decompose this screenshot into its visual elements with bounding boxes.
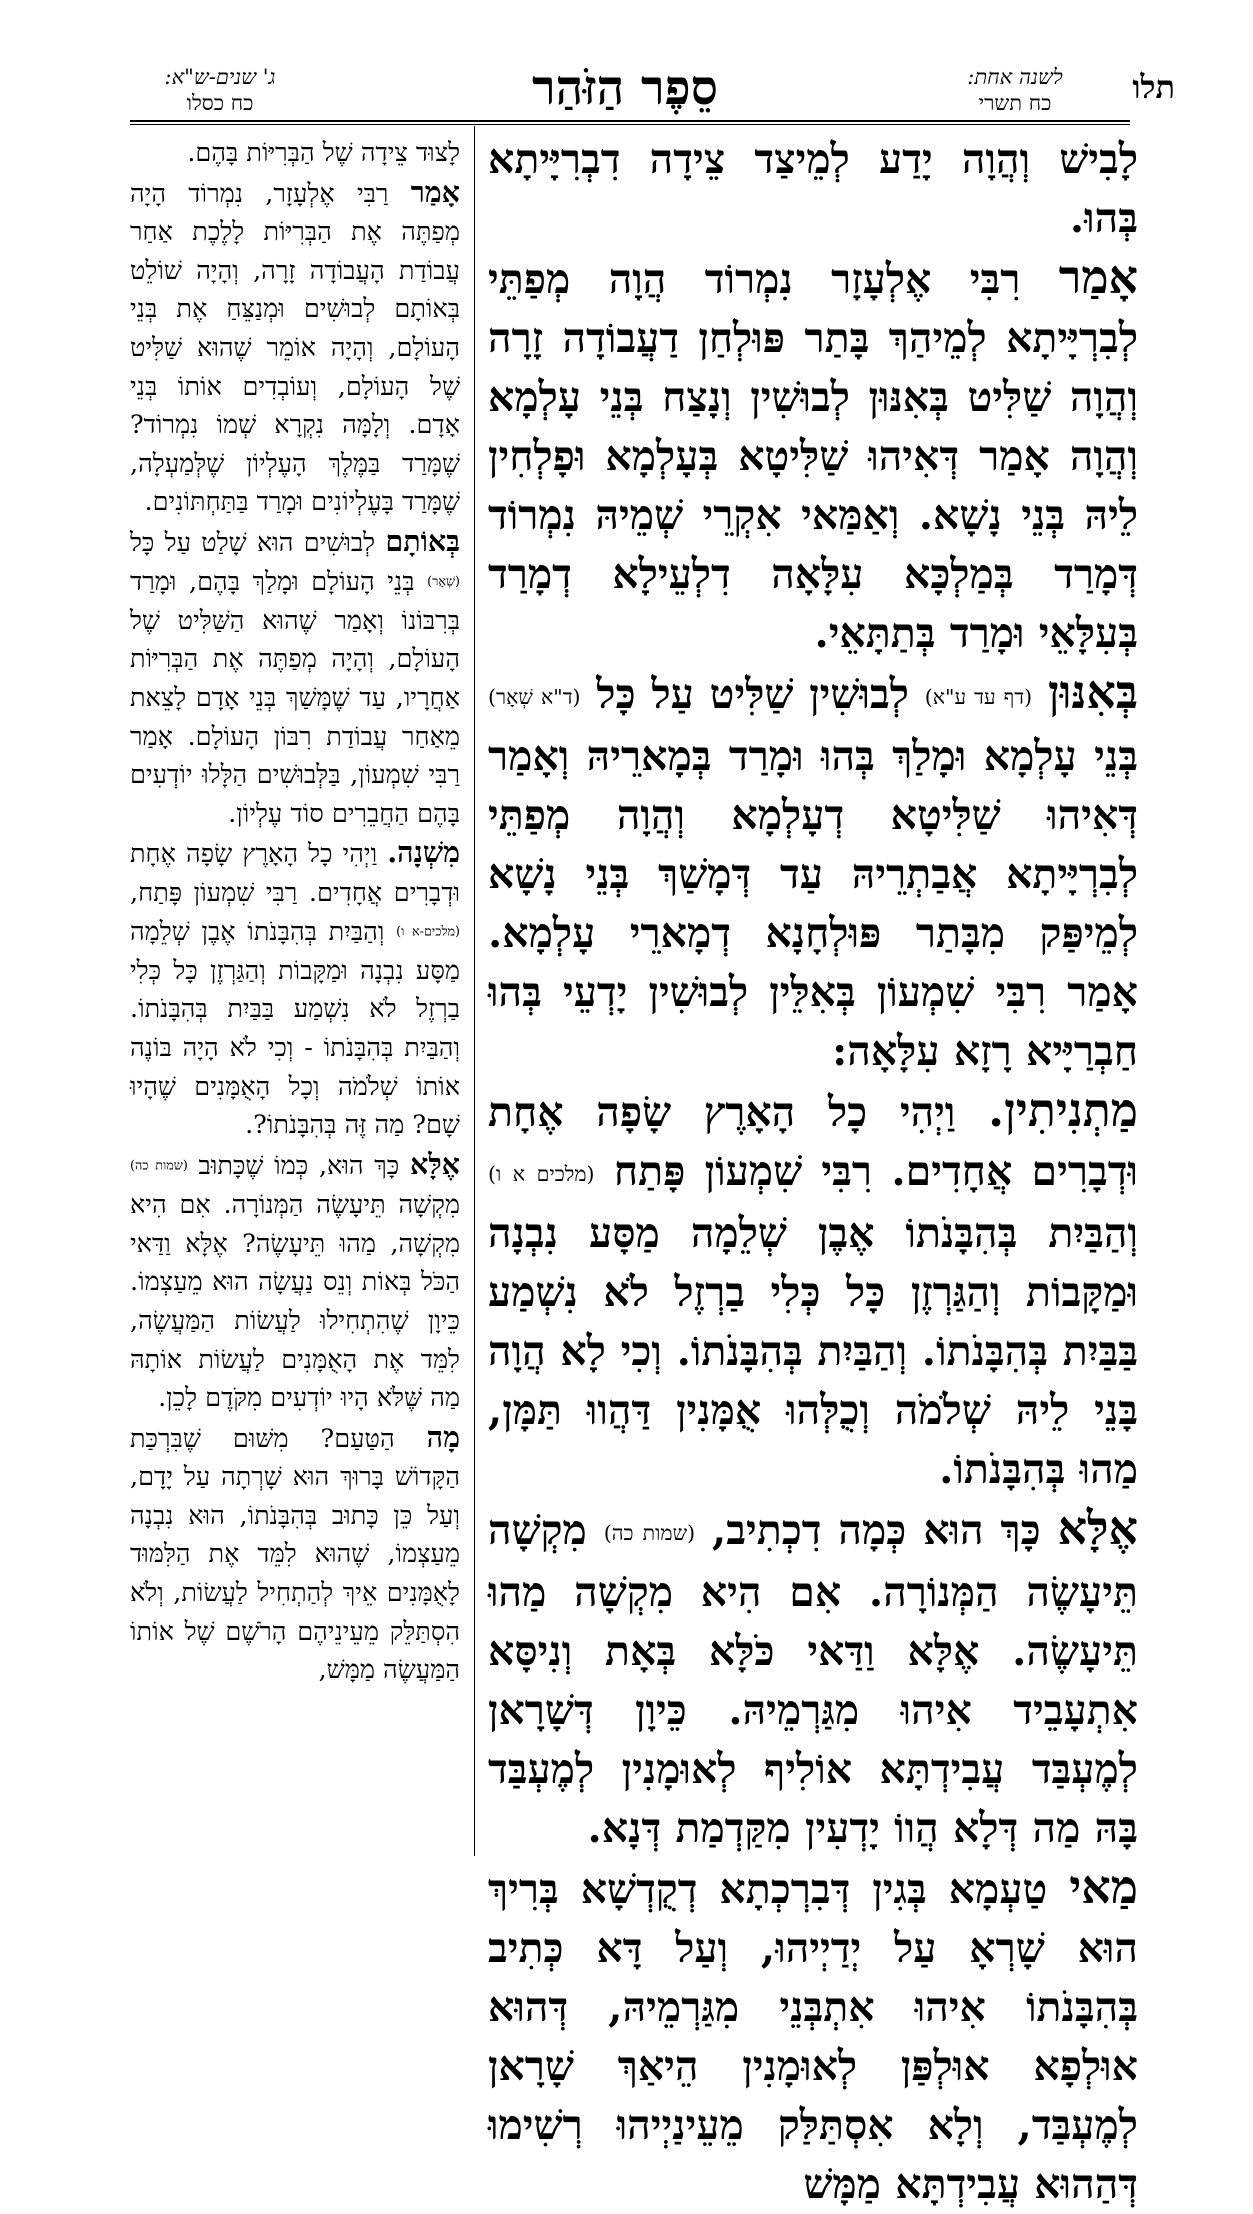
variant-reference: (שְׁאָר) — [427, 574, 460, 590]
side-paragraph-text: וְהַבַּיִת בְּהִבָּנֹתוֹ אֶבֶן שְׁלֵמָה מַסָּע נִבְנָה וּמַקָּבוֹת וְהַגַּרְזֶן כָּל כְּלִי בַרְזֶל לֹא נִשְׁמַע בַּבַּיִת בְּהִבָּנֹתוֹ. וְהַבַּיִת בְּהִבָּנֹתוֹ - וְכִי לֹא הָיָה בּוֹנֶה אוֹתוֹ שְׁלֹמֹה וְכָל הָאֻמָּנִים שֶׁהָיוּ שָׁם? מַה זֶּה בְּהִבָּנֹתוֹ?. — [130, 916, 460, 1141]
paragraph-lead-word: בְּאִנּוּן — [1048, 665, 1138, 719]
side-paragraph — [130, 173, 460, 522]
main-paragraph-text: לָבִישׁ וְהֲוָה יָדַע לְמֵיצַד צֵידָה דִבְרִיָּיתָא בְּהוּ. — [488, 135, 1138, 242]
header-rule-thin — [130, 124, 1130, 125]
paragraph-lead-word: מָה — [426, 1419, 460, 1454]
header-rule — [130, 120, 1130, 122]
paragraph-lead-word: מַתְנִיתִין. — [988, 1083, 1138, 1137]
header-left-schedule — [130, 64, 310, 116]
main-paragraph — [488, 130, 1138, 248]
side-paragraph-text: מִקְשָׁה תֵּיעָשֶׂה הַמְּנוֹרָה. אִם הִיא מִקְשָׁה, מַהוּ תֵּיעָשֶׂה? אֶלָּא וַדַּאי הַכֹּל בְּאוֹת וְנֵס נַעֲשָׂה הוּא מֵעַצְמוֹ. כֵּיוָן שֶׁהִתְחִילוּ לַעֲשׂוֹת הַמַּעֲשֶׂה, לִמֵּד אֶת הָאֻמָּנִים לַעֲשׂוֹת אוֹתָהּ מַה שֶּׁלֹּא הָיוּ יוֹדְעִים מִקֹּדֶם לָכֵן. — [130, 1190, 460, 1414]
paragraph-lead-word: אֶלָּא — [1057, 1501, 1139, 1555]
hebrew-translation-column — [130, 134, 460, 1690]
paragraph-lead-word: אָמַר — [1058, 250, 1139, 304]
main-paragraph — [488, 1081, 1138, 1499]
paragraph-lead-word: אֶלָּא — [409, 1146, 460, 1181]
main-paragraph-text: לְבוּשִׁין שַׁלִּיט עַל כָּל — [596, 670, 909, 718]
main-paragraph — [488, 1858, 1138, 2214]
side-paragraph-text: הַטַּעַם? מִשּׁוּם שֶׁבִּרְכַּת הַקָּדוֹשׁ בָּרוּךְ הוּא שָׁרְתָה עַל יָדָם, וְעַל כֵּן כָּתוּב בְּהִבָּנֹתוֹ, הוּא נִבְנָה מֵעַצְמוֹ, שֶׁהוּא לִמֵּד אֶת הַלִּמּוּד לָאֻמָּנִים אֵיךְ לְהַתְחִיל לַעֲשׂוֹת, וְלֹא הִסְתַּלֵּק מֵעֵינֵיהֶם הָרֹשֶׁם שֶׁל אוֹתוֹ הַמַּעֲשֶׂה מַמָּשׁ, — [130, 1423, 460, 1686]
main-paragraph — [488, 663, 1138, 1081]
schedule-one-year-date: כח תשרי — [978, 91, 1052, 115]
main-paragraph-text: בְּנֵי עָלְמָא וּמָלַךְ בְּהוּ וּמָרַד בְּמָארֵיהּ וְאָמַר דְּאִיהוּ שַׁלִּיטָא דְעָלְמָא וְהֲוָה מְפַתֵּי לְבִרְיָּיתָא אֲבַתְרֵיהּ עַד דְּמָשַׁךְ בְּנֵי נָשָׁא לְמֵיפַּק מִבָּתַר פּוּלְחָנָא דְמָארֵי עָלְמָא. אָמַר רִבִּי שִׁמְעוֹן בְּאִלֵּין לְבוּשִׁין יָדְעֵי בְּהוּ חַבְרַיָּיא רָזָא עִלָּאָה: — [488, 732, 1138, 1075]
main-paragraph-text: כָּךְ הוּא כְּמָה דִכְתִיב, — [711, 1506, 1041, 1554]
main-paragraph-text: וְהַבַּיִת בְּהִבָּנֹתוֹ אֶבֶן שְׁלֵמָה מַסָּע נִבְנָה וּמַקָּבוֹת וְהַגַּרְזֶן כָּל כְּלִי בַרְזֶל לֹא נִשְׁמַע בַּבַּיִת בְּהִבָּנֹתוֹ. וְהַבַּיִת בְּהִבָּנֹתוֹ. וְכִי לָא הֲוָה בָּנֵי לֵיהּ שְׁלֹמֹה וְכֻלְּהוּ אֻמָּנִין דַּהֲווּ תַּמָּן, מַהוּ בְּהִבָּנֹתוֹ. — [488, 1209, 1138, 1493]
main-paragraph-text: וַיְהִי כָל הָאָרֶץ שָׂפָה אֶחָת וּדְבָרִים אֲחָדִים. רִבִּי שִׁמְעוֹן פָּתַח — [488, 1088, 1138, 1195]
page-reference: (דף עד ע"א) — [924, 685, 1033, 709]
paragraph-lead-word: מַאי — [1069, 1860, 1138, 1914]
side-paragraph-text: לְבוּשִׁים הוּא שָׁלַט עַל כָּל — [130, 527, 376, 558]
side-paragraph — [130, 1145, 460, 1418]
main-paragraph — [488, 248, 1138, 663]
main-paragraph-text: טַעְמָא בְּגִין דְּבִרְכְתָא דְקֻדְשָׁא בְּרִיךְ הוּא שָׁרְאָ עַל יְדַיְיהוּ, וְעַל דָּא כְּתִיב בְּהִבָּנֹתוֹ אִיהוּ אִתְבְּנֵי מִגַּרְמֵיהּ, דְּהוּא אוּלְפָא אוּלְפַּן לְאוּמָנִין הֵיאַךְ שָׁרָאן לְמֶעְבַּד, וְלָא אִסְתַּלַּק מֵעֵינַיְיהוּ רְשִׁימוּ דְּהַהוּא עֲבִידְתָּא מַמָּשׁ — [488, 1865, 1138, 2208]
page-header — [0, 58, 1253, 128]
schedule-three-years: ג' שנים-ש"א: — [164, 65, 276, 89]
side-paragraph-text: וַיְהִי כָל הָאָרֶץ שָׂפָה אֶחָת וּדְבָרִים אֲחָדִים. רַבִּי שִׁמְעוֹן פָּתַח, — [130, 839, 460, 908]
main-paragraph-text: מִקְשָׁה תֵּיעָשֶׂה הַמְּנוֹרָה. אִם הִיא מִקְשָׁה מַהוּ תֵּיעָשֶׂה. אֶלָּא וַדַּאי כֹּלָּא בְּאָת וְנִיסָּא אִתְעָבֵיד אִיהוּ מִגַּרְמֵיהּ. כֵּיוָן דְּשָׁרָאן לְמֶעְבַּד עֲבִידְתָּא אוֹלִיף לְאוּמָנִין לְמֶעְבַּד בָּהּ מַה דְּלָא הֲווֹ יָדְעִין מִקַּדְמַת דְּנָא. — [488, 1506, 1138, 1852]
side-paragraph — [130, 833, 460, 1144]
side-paragraph-text: בְּנֵי הָעוֹלָם וּמָלַךְ בָּהֶם, וּמָרַד בְּרִבּוֹנוֹ וְאָמַר שֶׁהוּא הַשַּׁלִּיט שֶׁל הָעוֹלָם, וְהָיָה מְפַתֶּה אֶת הַבְּרִיּוֹת אַחֲרָיו, עַד שֶׁמָּשַׁךְ בְּנֵי אָדָם לָצֵאת מֵאַחַר עֲבוֹדַת רִבּוֹן הָעוֹלָם. אָמַר רַבִּי שִׁמְעוֹן, בַּלְּבוּשִׁים הַלָּלוּ יוֹדְעִים בָּהֶם הַחֲבֵרִים סוֹד עֶלְיוֹן. — [130, 566, 460, 829]
paragraph-lead-word: מִשְׁנָה. — [387, 835, 460, 870]
side-paragraph-text: לָצוּד צֵידָה שֶׁל הַבְּרִיּוֹת בָּהֶם. — [187, 138, 460, 168]
side-paragraph — [130, 522, 460, 833]
verse-reference: (שמות כה) — [130, 1158, 188, 1174]
verse-reference: (מלכים א ו) — [488, 1162, 595, 1186]
side-paragraph — [130, 134, 460, 173]
main-paragraph-text: רִבִּי אֶלְעָזָר נִמְרוֹד הֲוָה מְפַתֵּי לְבִרְיָּיתָא לְמֵיהַךְ בָּתַר פּוּלְחַן דַעֲבוֹדָה זָרָה וְהֲוָה שַׁלִּיט בְּאִנּוּן לְבוּשִׁין וְנָצַח בְּנֵי עָלְמָא וְהֲוָה אָמַר דְּאִיהוּ שַׁלִּיטָא בְּעָלְמָא וּפָלְחִין לֵיהּ בְּנֵי נָשָׁא. וְאַמַּאי אִקְרֵי שְׁמֵיהּ נִמְרוֹד דְּמָרַד בְּמַלְכָּא עִלָּאָה דִלְעֵילָא דְמָרַד בְּעִלָּאֵי וּמָרַד בְּתַתָּאֵי. — [488, 255, 1138, 657]
header-right-schedule — [945, 64, 1085, 116]
schedule-one-year: לשנה אחת: — [967, 65, 1063, 89]
aramaic-column — [488, 130, 1138, 2214]
verse-reference: (שמות כה) — [603, 1521, 696, 1545]
paragraph-lead-word: אָמַר — [410, 174, 461, 209]
variant-reference: (ד"א שְׁאָר) — [488, 685, 581, 709]
side-paragraph-text: רַבִּי אֶלְעָזָר, נִמְרוֹד הָיָה מְפַתֶּה אֶת הַבְּרִיּוֹת לָלֶכֶת אַחַר עֲבוֹדַת הָעֲבוֹדָה זָרָה, וְהָיָה שׁוֹלֵט בְּאוֹתָם לְבוּשִׁים וּמְנַצֵּחַ אֶת בְּנֵי הָעוֹלָם, וְהָיָה אוֹמֵר שֶׁהוּא שַׁלִּיט שֶׁל הָעוֹלָם, וְעוֹבְדִים אוֹתוֹ בְּנֵי אָדָם. וְלָמָּה נִקְרָא שְׁמוֹ נִמְרוֹד? שֶׁמָּרַד בַּמֶּלֶךְ הָעֶלְיוֹן שֶׁלְּמַעְלָה, שֶׁמָּרַד בָּעֶלְיוֹנִים וּמָרַד בַּתַּחְתּוֹנִים. — [130, 178, 460, 518]
book-title: סֵפֶר הַזֹּהַר — [532, 60, 718, 116]
verse-reference: (מלכים-א ו) — [396, 924, 461, 940]
column-divider — [474, 126, 475, 1856]
main-paragraph — [488, 1499, 1138, 1858]
side-paragraph — [130, 1418, 460, 1690]
paragraph-lead-word: בְּאוֹתָם — [385, 523, 461, 558]
schedule-three-years-date: כח כסלו — [186, 91, 254, 115]
side-paragraph-text: כָּךְ הוּא, כְּמוֹ שֶׁכָּתוּב — [198, 1150, 400, 1181]
page-number: תלו — [1132, 68, 1175, 106]
